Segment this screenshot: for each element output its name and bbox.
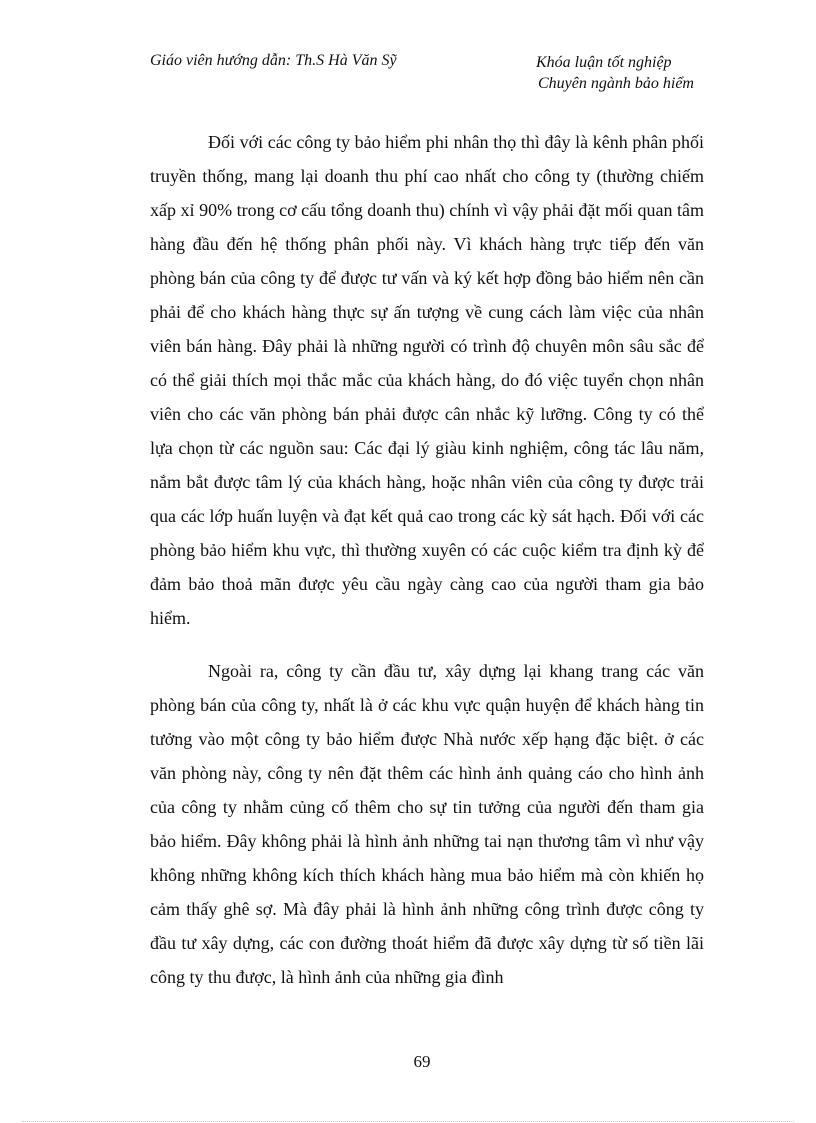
page-number: 69 [413, 1052, 431, 1071]
header-supervisor: Giáo viên hướng dẫn: Th.S Hà Văn Sỹ [150, 52, 397, 69]
body-paragraph-2: Ngoài ra, công ty cần đầu tư, xây dựng lại khang trang các văn phòng bán của công ty, nhất là ở các khu vực quận huyện để khách hàng tin tưởng vào một công ty bảo hiểm được Nhà nước xếp hạng đặc biệt. ở các văn phòng này, công ty nên đặt thêm các hình ảnh quảng cáo cho hình ảnh của công ty nhằm củng cố thêm cho sự tin tưởng của người đến tham gia bảo hiểm. Đây không phải là hình ảnh những tai nạn thương tâm vì như vậy không những không kích thích khách hàng mua bảo hiểm mà còn khiến họ cảm thấy ghê sợ. Mà đây phải là hình ảnh những công trình được công ty đầu tư xây dựng, các con đường thoát hiểm đã được xây dựng từ số tiền lãi công ty thu được, là hình ảnh của những gia đình [150, 661, 704, 987]
header-thesis-info [536, 52, 692, 94]
page-bottom-divider [22, 1121, 794, 1122]
body-paragraph-1: Đối với các công ty bảo hiểm phi nhân thọ thì đây là kênh phân phối truyền thống, mang lại doanh thu phí cao nhất cho công ty (thường chiếm xấp xỉ 90% trong cơ cấu tổng doanh thu) chính vì vậy phải đặt mối quan tâm hàng đầu đến hệ thống phân phối này. Vì khách hàng trực tiếp đến văn phòng bán của công ty để được tư vấn và ký kết hợp đồng bảo hiểm nên cần phải để cho khách hàng thực sự ấn tượng về cung cách làm việc của nhân viên bán hàng. Đây phải là những người có trình độ chuyên môn sâu sắc để có thể giải thích mọi thắc mắc của khách hàng, do đó việc tuyển chọn nhân viên cho các văn phòng bán phải được cân nhắc kỹ lưỡng. Công ty có thể lựa chọn từ các nguồn sau: Các đại lý giàu kinh nghiệm, công tác lâu năm, nắm bắt được tâm lý của khách hàng, hoặc nhân viên của công ty được trải qua các lớp huấn luyện và đạt kết quả cao trong các kỳ sát hạch. Đối với các phòng bảo hiểm khu vực, thì thường xuyên có các cuộc kiểm tra định kỳ để đảm bảo thoả mãn được yêu cầu ngày càng cao của người tham gia bảo hiểm. [150, 132, 704, 628]
header-major: Chuyên ngành bảo hiểm [538, 75, 694, 92]
header-thesis-title: Khóa luận tốt nghiệp [536, 54, 672, 71]
